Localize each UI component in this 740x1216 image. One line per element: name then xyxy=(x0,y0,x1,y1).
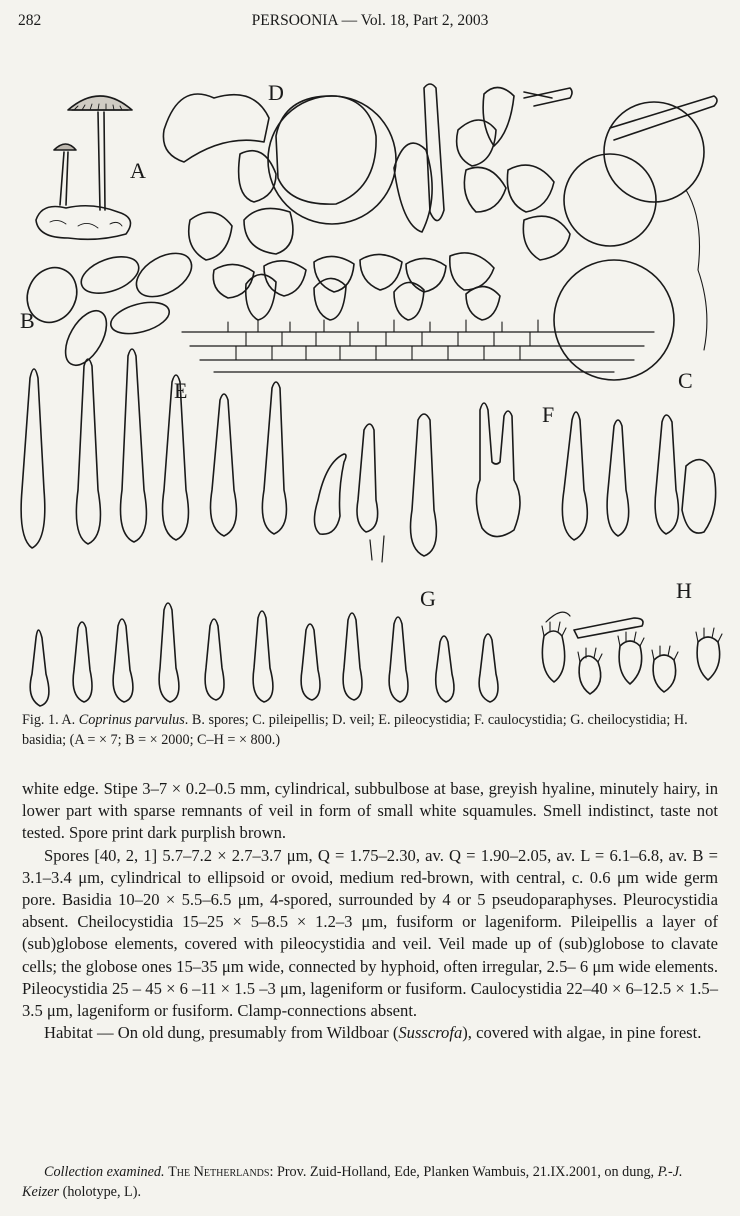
spores-drawing xyxy=(18,244,199,372)
figure-caption xyxy=(22,710,718,750)
figure-drawing xyxy=(14,70,726,710)
caption-fig-label: Fig. 1. A. xyxy=(22,712,76,728)
collection-examined xyxy=(22,1162,718,1202)
collection-country: The Netherlands xyxy=(168,1164,270,1180)
collection-line xyxy=(22,1162,718,1202)
cheilocystidia-drawing xyxy=(30,603,498,706)
collection-locality: : Prov. Zuid-Holland, Ede, Planken Wambuis, 21.IX.2001, on dung, xyxy=(269,1164,658,1180)
habitat-text-start: Habitat — On old dung, presumably from Wildboar ( xyxy=(44,1023,399,1043)
veil-drawing xyxy=(163,84,572,298)
panel-label-d: D xyxy=(268,80,284,105)
page-header xyxy=(18,12,722,38)
caption-text: . B. spores; C. pileipellis; D. veil; E. pileocystidia; F. caulocystidia; G. cheilocystidia; H. basidia; (A = × 7; B = × 2000; C–H = × 800.) xyxy=(22,712,688,748)
panel-label-c: C xyxy=(678,368,693,393)
page-number: 282 xyxy=(18,12,42,29)
paragraph-stipe: white edge. Stipe 3–7 × 0.2–0.5 mm, cylindrical, subbulbose at base, greyish hyaline, minutely hairy, in lower part with sparse remnants of veil in form of small white squamules. Smell indistinct, taste not tested. Spore print dark purplish brown. xyxy=(22,779,718,843)
panel-label-e: E xyxy=(174,378,188,403)
panel-label-h: H xyxy=(676,578,692,603)
collection-holotype: (holotype, L). xyxy=(59,1184,141,1200)
running-title: PERSOONIA — Vol. 18, Part 2, 2003 xyxy=(251,12,489,29)
caption-species: Coprinus parvulus xyxy=(78,712,185,728)
panel-label-g: G xyxy=(420,586,436,611)
panel-label-f: F xyxy=(542,402,555,427)
pileipellis-drawing xyxy=(182,96,717,380)
collection-label: Collection examined. xyxy=(44,1164,165,1180)
paragraph-habitat xyxy=(22,1022,718,1044)
paragraph-microscopy: Spores [40, 2, 1] 5.7–7.2 × 2.7–3.7 μm, Q = 1.75–2.30, av. Q = 1.90–2.05, av. L = 6.1–6.8, av. B = 3.1–3.4 μm, cylindrical to ellipsoid or ovoid, medium red-brown, with central, c. 0.6 μm wide germ pore. Basidia 10–20 × 5.5–6.5 μm, 4-spored, surrounded by 4 or 5 pseudoparaphyses. Pleurocystidia absent. Cheilocystidia 15–25 × 5–8.5 × 1.2–3 μm, fusiform or lageniform. Pileipellis a layer of (sub)globose elements, covered with pileocystidia and veil. Veil made up of (sub)globose to clavate cells; the globose ones 15–35 μm wide, connected by hyphoid, often irregular, 2.5– 6 μm wide elements. Pileocystidia 25 – 45 × 6 –11 × 1.5 –3 μm, lageniform or fusiform. Caulocystidia 22–40 × 6–12.5 × 1.5–3.5 μm, lageniform or fusiform. Clamp-connections absent. xyxy=(22,845,718,1021)
basidia-drawing xyxy=(542,612,722,694)
pileocystidia-drawing xyxy=(21,349,384,562)
caulocystidia-drawing xyxy=(411,403,716,556)
habitat-host-species: Susscrofa xyxy=(398,1023,463,1043)
collection-collector: P.-J. Keizer xyxy=(22,1164,683,1200)
figure-1 xyxy=(14,70,726,710)
panel-label-a: A xyxy=(130,158,146,183)
habitat-text-end: ), covered with algae, in pine forest. xyxy=(462,1023,702,1043)
habit-sketch xyxy=(36,96,132,239)
description-body xyxy=(22,778,718,1044)
panel-label-b: B xyxy=(20,308,35,333)
